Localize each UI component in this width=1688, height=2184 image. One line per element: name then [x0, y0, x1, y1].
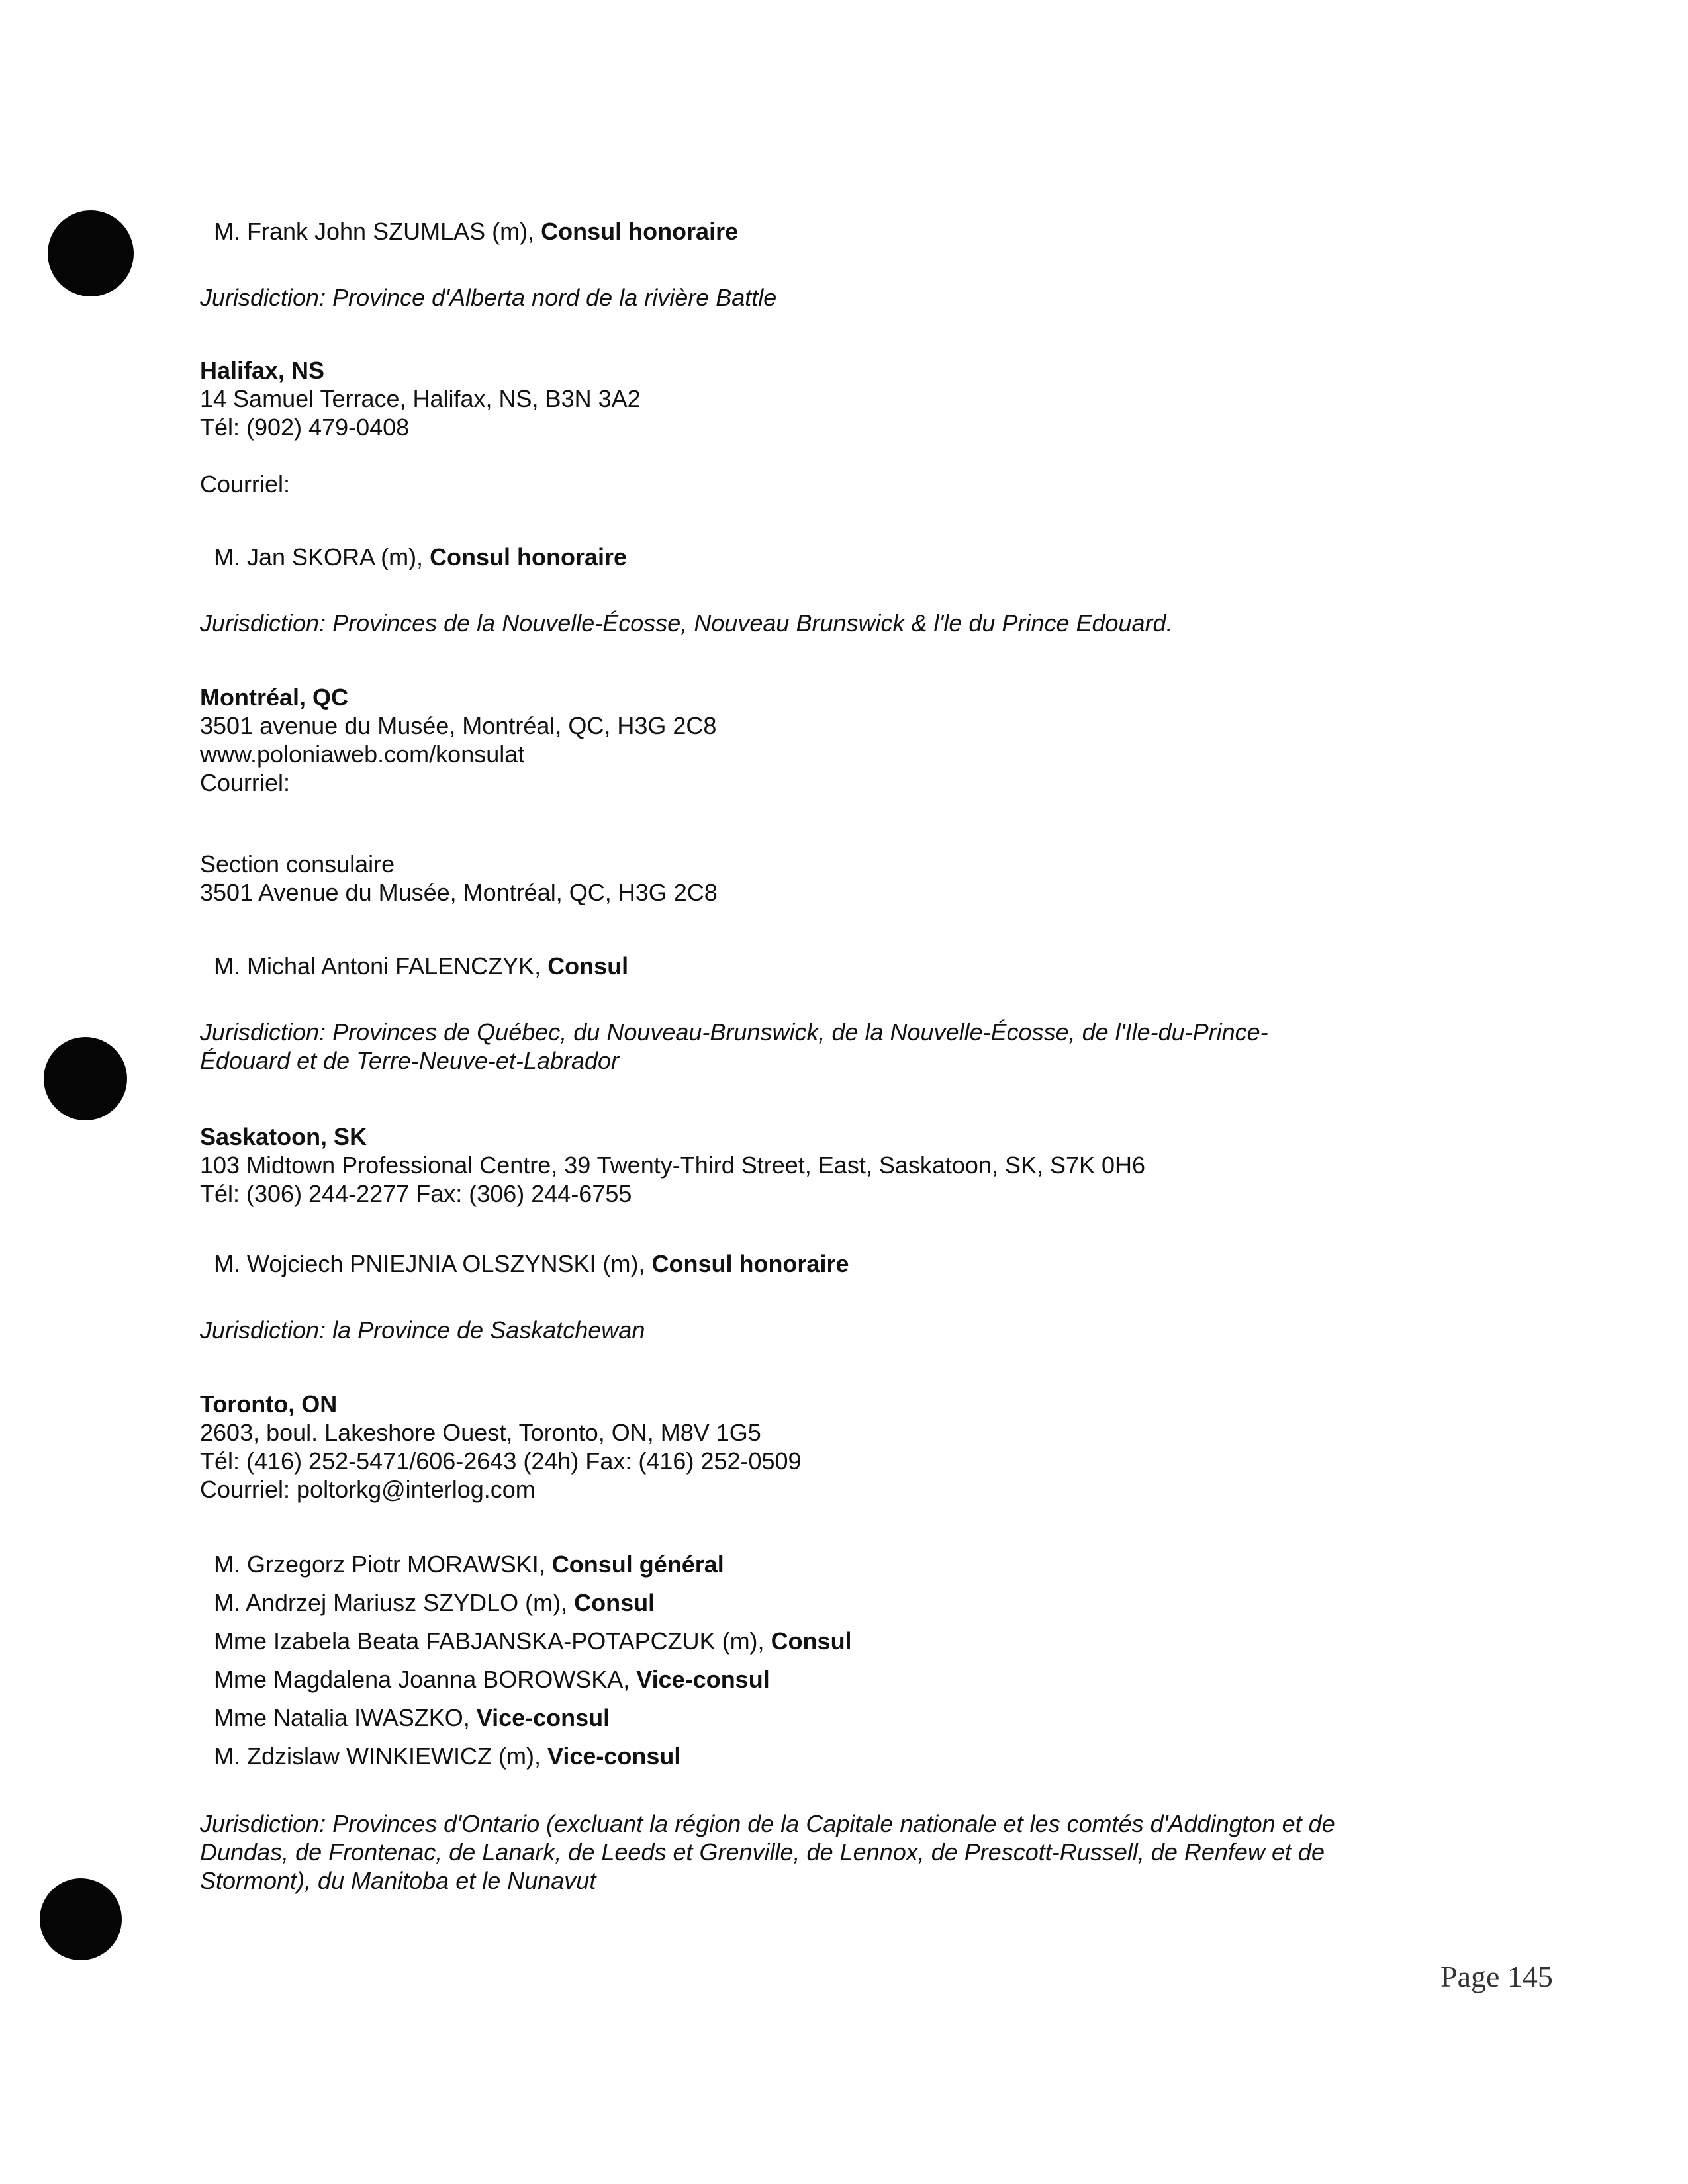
office-city: Saskatoon, SK — [200, 1123, 367, 1150]
jurisdiction-line: Jurisdiction: Provinces d'Ontario (excluant la région de la Capitale nationale et les comtés d'Addington et de — [200, 1810, 1335, 1837]
punch-hole — [40, 1878, 122, 1960]
jurisdiction — [200, 1809, 1335, 1895]
consul-entry — [214, 1588, 655, 1617]
consul-role: Consul général — [551, 1551, 724, 1578]
consul-role: Consul — [574, 1589, 655, 1616]
office-city: Toronto, ON — [200, 1390, 338, 1418]
office-phone: Tél: (416) 252-5471/606-2643 (24h) Fax: (416) 252-0509 — [200, 1447, 802, 1475]
jurisdiction — [200, 1018, 1268, 1075]
consul-name: M. Michal Antoni FALENCZYK, — [214, 952, 548, 979]
consul-name: M. Frank John SZUMLAS (m), — [214, 218, 541, 245]
office-address: 103 Midtown Professional Centre, 39 Twenty-Third Street, East, Saskatoon, SK, S7K 0H6 — [200, 1152, 1146, 1179]
jurisdiction-line: Dundas, de Frontenac, de Lanark, de Leeds et Grenville, de Lennox, de Prescott-Russell, de Renfew et de — [200, 1839, 1325, 1866]
consul-name: Mme Izabela Beata FABJANSKA-POTAPCZUK (m), — [214, 1627, 771, 1655]
consul-name: Mme Magdalena Joanna BOROWSKA, — [214, 1666, 637, 1693]
consul-name: M. Andrzej Mariusz SZYDLO (m), — [214, 1589, 575, 1616]
consul-role: Consul honoraire — [430, 543, 628, 570]
page-number: Page 145 — [1440, 1960, 1553, 1993]
office-montreal — [200, 683, 716, 797]
consul-name: Mme Natalia IWASZKO, — [214, 1704, 477, 1731]
consul-role: Vice-consul — [636, 1666, 770, 1693]
consul-entry — [214, 1742, 680, 1770]
consul-entry — [214, 1704, 610, 1732]
punch-hole — [48, 210, 134, 296]
office-city: Halifax, NS — [200, 357, 325, 384]
consul-entry — [214, 952, 628, 980]
consul-name: M. Grzegorz Piotr MORAWSKI, — [214, 1551, 552, 1578]
consul-entry — [214, 1627, 852, 1655]
consul-name: M. Zdzislaw WINKIEWICZ (m), — [214, 1743, 547, 1770]
section-title: Section consulaire — [200, 850, 395, 878]
consul-entry — [214, 1665, 770, 1694]
office-halifax — [200, 356, 641, 441]
office-phone: Tél: (902) 479-0408 — [200, 414, 410, 441]
office-toronto — [200, 1390, 802, 1504]
consul-entry — [214, 1250, 849, 1278]
consul-role: Consul — [547, 952, 629, 979]
consul-entry — [214, 1550, 724, 1578]
consul-role: Consul honoraire — [651, 1250, 849, 1277]
jurisdiction-line: Édouard et de Terre-Neuve-et-Labrador — [200, 1047, 620, 1074]
consul-name: M. Wojciech PNIEJNIA OLSZYNSKI (m), — [214, 1250, 652, 1277]
office-phone: Tél: (306) 244-2277 Fax: (306) 244-6755 — [200, 1180, 632, 1207]
consul-role: Consul — [771, 1627, 852, 1655]
office-email-label: Courriel: — [200, 471, 291, 498]
jurisdiction: Jurisdiction: la Province de Saskatchewan — [200, 1316, 645, 1343]
office-email: Courriel: poltorkg@interlog.com — [200, 1476, 536, 1503]
office-address: 2603, boul. Lakeshore Ouest, Toronto, ON, M8V 1G5 — [200, 1419, 761, 1446]
office-website: www.poloniaweb.com/konsulat — [200, 741, 525, 768]
punch-hole — [44, 1037, 127, 1120]
office-saskatoon — [200, 1122, 1145, 1208]
consul-entry — [214, 217, 738, 246]
jurisdiction-line: Jurisdiction: Provinces de Québec, du Nouveau-Brunswick, de la Nouvelle-Écosse, de l'Ile-du-Prince- — [200, 1019, 1268, 1046]
office-address: 3501 avenue du Musée, Montréal, QC, H3G 2C8 — [200, 712, 717, 739]
consul-role: Consul honoraire — [541, 218, 739, 245]
office-email-label: Courriel: — [200, 769, 291, 796]
section-consulaire — [200, 850, 718, 907]
jurisdiction: Jurisdiction: Province d'Alberta nord de la rivière Battle — [200, 284, 777, 311]
office-city: Montréal, QC — [200, 684, 349, 711]
consul-name: M. Jan SKORA (m), — [214, 543, 430, 570]
consul-entry — [214, 543, 627, 571]
jurisdiction-line: Stormont), du Manitoba et le Nunavut — [200, 1867, 596, 1894]
office-address: 14 Samuel Terrace, Halifax, NS, B3N 3A2 — [200, 385, 641, 412]
jurisdiction: Jurisdiction: Provinces de la Nouvelle-Écosse, Nouveau Brunswick & l'le du Prince Edouard. — [200, 610, 1173, 637]
consul-role: Vice-consul — [476, 1704, 610, 1731]
consul-role: Vice-consul — [547, 1743, 681, 1770]
section-address: 3501 Avenue du Musée, Montréal, QC, H3G 2C8 — [200, 879, 718, 906]
